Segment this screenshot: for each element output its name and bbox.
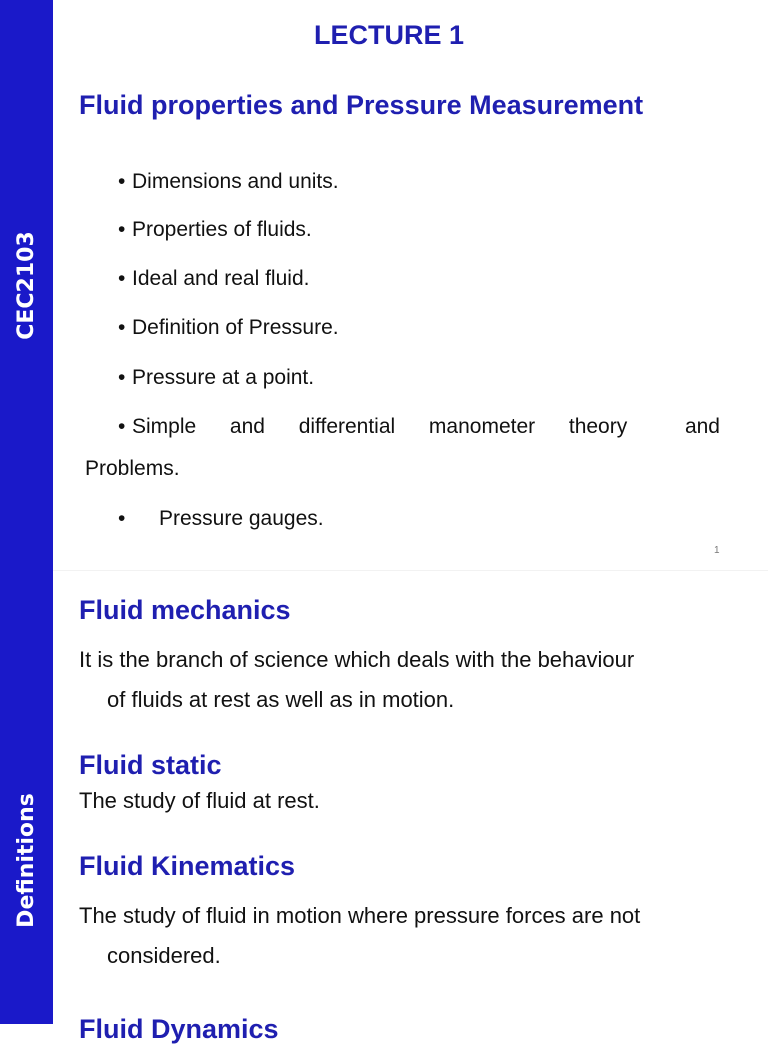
bullet-symbol: • bbox=[118, 507, 126, 530]
bullet-item-manometer: • Simple and differential manometer theory and bbox=[118, 415, 720, 438]
fluid-kinematics-text-line2: considered. bbox=[107, 943, 221, 968]
bullet-item: • Dimensions and units. bbox=[118, 170, 339, 193]
fluid-static-text: The study of fluid at rest. bbox=[79, 788, 320, 813]
section-label: Definitions bbox=[14, 792, 39, 928]
slide-divider bbox=[53, 570, 768, 571]
page-number: 1 bbox=[714, 545, 720, 556]
lecture-title: LECTURE 1 bbox=[313, 20, 465, 50]
fluid-kinematics-text-line1: The study of fluid in motion where pressure forces are not bbox=[79, 903, 641, 928]
heading-fluid-kinematics: Fluid Kinematics bbox=[79, 851, 296, 881]
bullet-item: • Ideal and real fluid. bbox=[118, 267, 310, 290]
bullet-item: • Pressure at a point. bbox=[118, 366, 315, 389]
bullet-symbol: • bbox=[118, 316, 126, 339]
fluid-mechanics-text-line1: It is the branch of science which deals with the behaviour bbox=[79, 647, 635, 672]
course-code-label: CEC2103 bbox=[14, 230, 39, 340]
heading-fluid-mechanics: Fluid mechanics bbox=[79, 595, 291, 625]
slide-subtitle: Fluid properties and Pressure Measurement bbox=[79, 90, 644, 120]
bullet-item: • Pressure gauges. bbox=[118, 507, 324, 530]
bullet-item: • Properties of fluids. bbox=[118, 218, 312, 241]
heading-fluid-dynamics: Fluid Dynamics bbox=[79, 1014, 279, 1044]
heading-fluid-static: Fluid static bbox=[79, 750, 222, 780]
bullet-symbol: • bbox=[118, 366, 126, 389]
bullet-symbol: • bbox=[118, 415, 126, 438]
fluid-mechanics-text-line2: of fluids at rest as well as in motion. bbox=[107, 687, 455, 712]
bullet-symbol: • bbox=[118, 218, 126, 241]
bullet-continuation: Problems. bbox=[85, 457, 180, 480]
bullet-symbol: • bbox=[118, 170, 126, 193]
bullet-item: • Definition of Pressure. bbox=[118, 316, 339, 339]
bullet-symbol: • bbox=[118, 267, 126, 290]
